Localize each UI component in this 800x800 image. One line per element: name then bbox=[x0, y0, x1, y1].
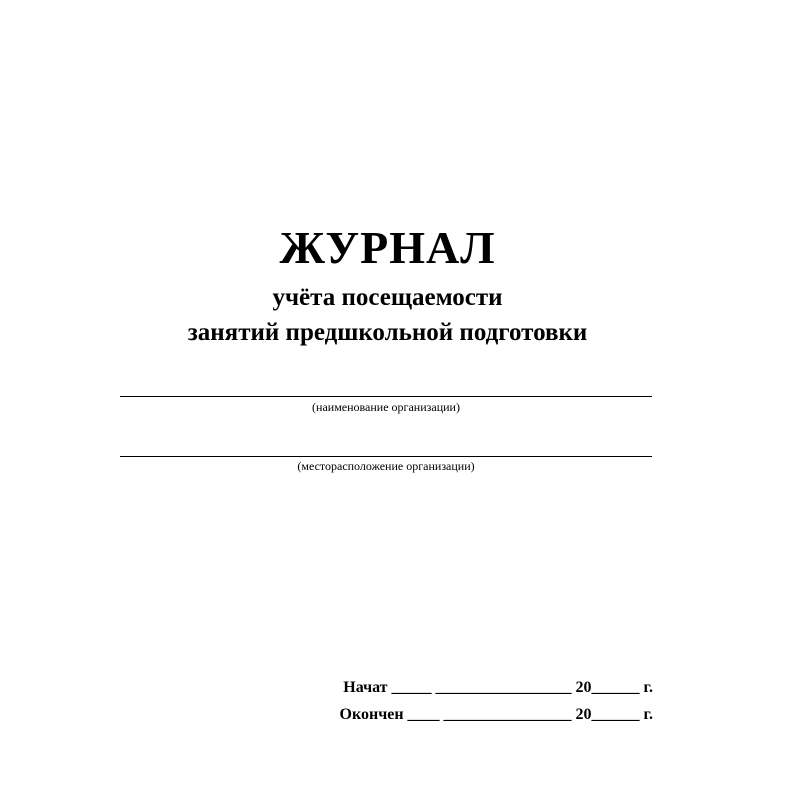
organization-name-line bbox=[120, 396, 652, 397]
organization-location-line bbox=[120, 456, 652, 457]
organization-location-caption: (месторасположение организации) bbox=[297, 459, 475, 473]
document-subtitle-line-1: учёта посещаемости bbox=[272, 284, 503, 311]
organization-name-caption: (наименование организации) bbox=[312, 400, 460, 414]
document-title: ЖУРНАЛ bbox=[279, 222, 496, 273]
end-date-line: Окончен ____ ________________ 20______ г. bbox=[339, 706, 653, 723]
start-date-line: Начат _____ _________________ 20______ г. bbox=[343, 679, 653, 696]
document-subtitle-line-2: занятий предшкольной подготовки bbox=[187, 319, 588, 346]
